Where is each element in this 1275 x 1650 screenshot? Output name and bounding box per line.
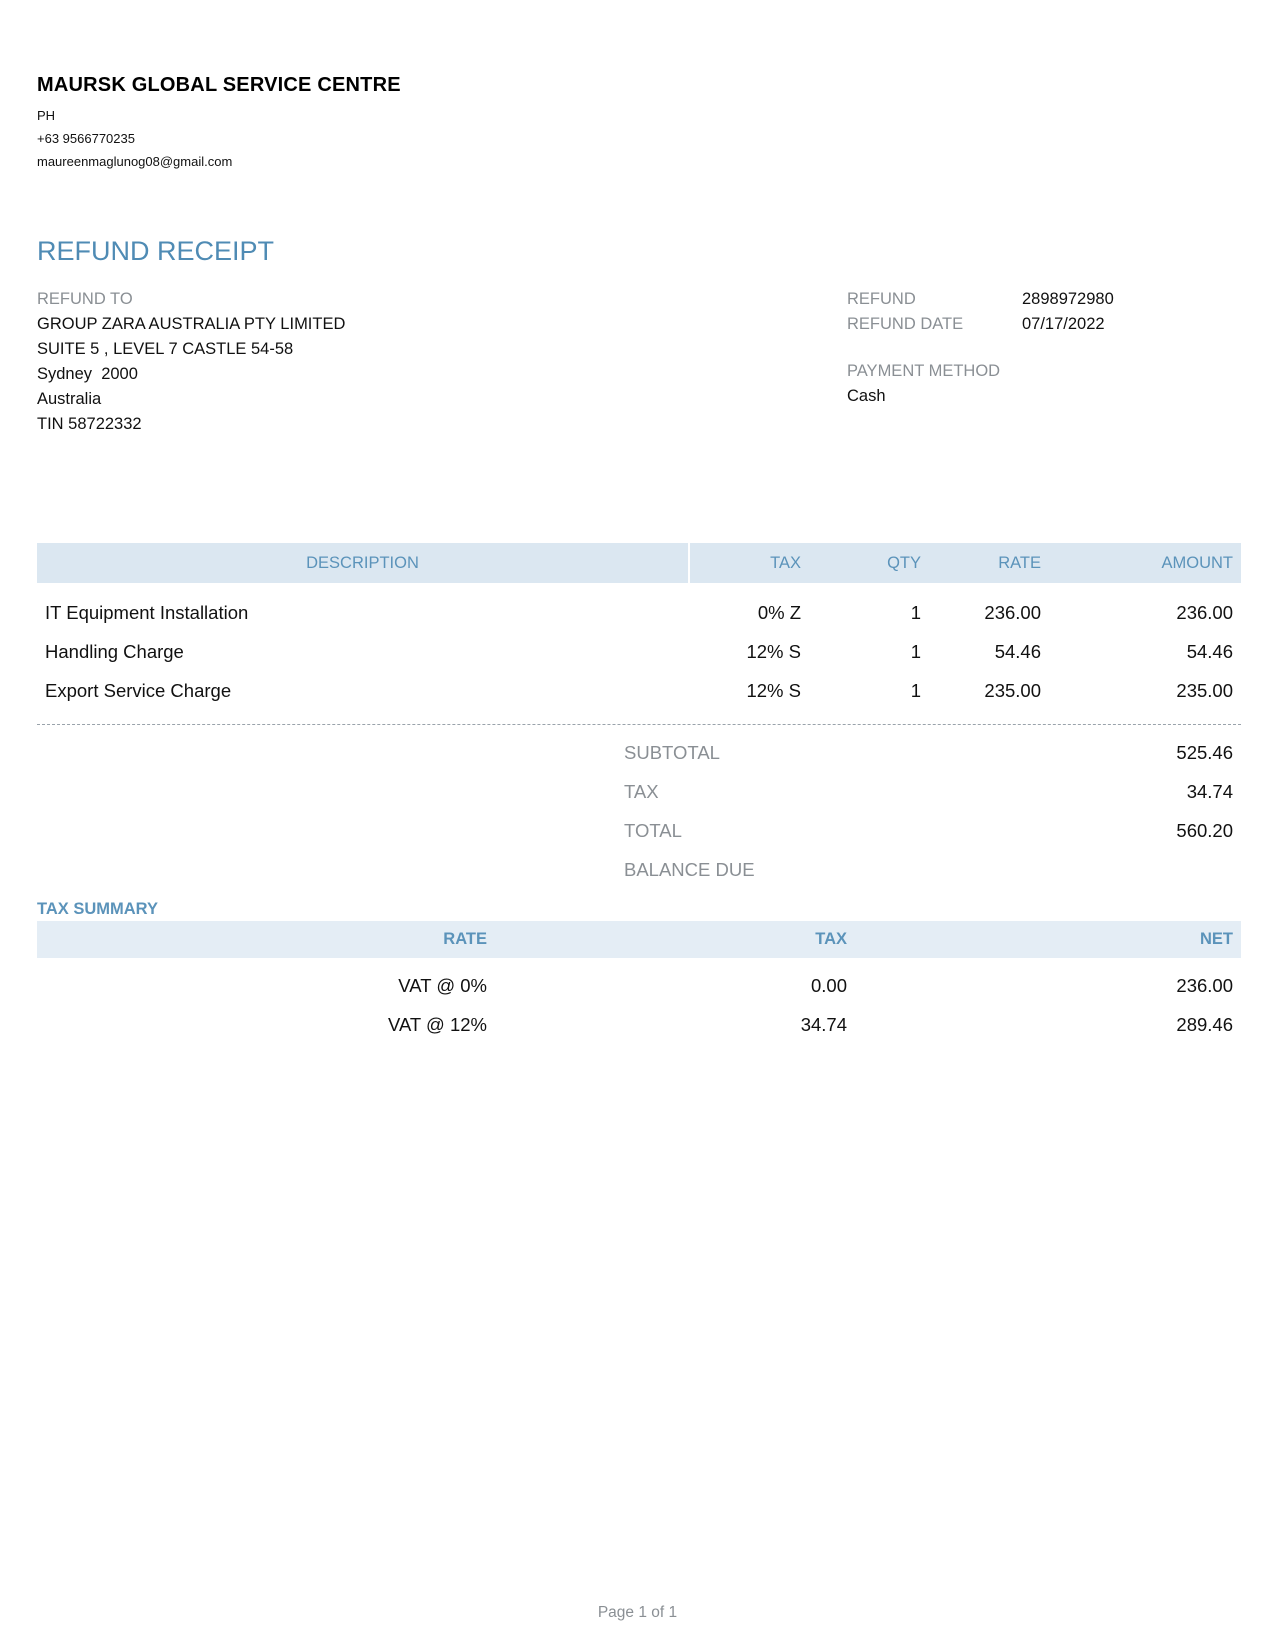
item-tax: 0% Z xyxy=(757,601,801,623)
header-rate: RATE xyxy=(998,553,1041,572)
item-tax: 12% S xyxy=(746,640,801,662)
refund-date-value: 07/17/2022 xyxy=(1022,315,1105,333)
item-rate: 236.00 xyxy=(984,601,1041,623)
total-label: TOTAL xyxy=(624,820,682,841)
tax-summary-net: 236.00 xyxy=(1176,974,1233,996)
company-name: MAURSK GLOBAL SERVICE CENTRE xyxy=(37,74,401,96)
items-divider xyxy=(37,724,1241,725)
header-tax: TAX xyxy=(770,553,801,572)
subtotal-row xyxy=(624,742,1241,781)
tax-summary-rate: VAT @ 12% xyxy=(388,1013,487,1035)
subtotal-value: 525.46 xyxy=(1176,742,1233,763)
item-rate: 235.00 xyxy=(984,679,1041,701)
tax-summary-table xyxy=(37,921,1241,1044)
refund-date-row xyxy=(847,312,1114,337)
payment-method-value: Cash xyxy=(847,387,886,405)
item-description: Export Service Charge xyxy=(45,679,232,701)
refund-to-line: Australia xyxy=(37,390,102,408)
table-row xyxy=(37,958,1241,1005)
refund-to-label: REFUND TO xyxy=(37,290,133,308)
item-qty: 1 xyxy=(910,601,921,623)
header-description: DESCRIPTION xyxy=(37,543,689,583)
item-qty: 1 xyxy=(910,679,921,701)
company-email: maureenmaglunog08@gmail.com xyxy=(37,154,233,169)
table-row xyxy=(37,583,1241,632)
item-description: Handling Charge xyxy=(45,640,184,662)
table-row xyxy=(37,671,1241,710)
line-items-header xyxy=(37,543,1241,583)
item-amount: 236.00 xyxy=(1176,601,1233,623)
company-country: PH xyxy=(37,108,56,123)
line-items-table xyxy=(37,543,1241,710)
item-rate: 54.46 xyxy=(994,640,1041,662)
subtotal-label: SUBTOTAL xyxy=(624,742,720,763)
total-row xyxy=(624,820,1241,859)
refund-meta xyxy=(847,287,1114,409)
tax-summary-tax: 34.74 xyxy=(800,1013,847,1035)
tax-total-value: 34.74 xyxy=(1186,781,1233,802)
refund-to-line: SUITE 5 , LEVEL 7 CASTLE 54-58 xyxy=(37,340,294,358)
company-phone: +63 9566770235 xyxy=(37,131,135,146)
refund-to-block xyxy=(37,287,345,437)
tax-summary-header-rate: RATE xyxy=(443,930,487,948)
total-value: 560.20 xyxy=(1176,820,1233,841)
tax-total-row xyxy=(624,781,1241,820)
payment-method xyxy=(847,359,1114,409)
refund-number-row xyxy=(847,287,1114,312)
table-row xyxy=(37,1005,1241,1044)
tax-summary-header xyxy=(37,921,1241,958)
balance-due-value xyxy=(1233,859,1241,898)
document-title: REFUND RECEIPT xyxy=(37,236,275,266)
tax-total-label: TAX xyxy=(624,781,659,802)
item-description: IT Equipment Installation xyxy=(45,601,249,623)
item-amount: 235.00 xyxy=(1176,679,1233,701)
refund-number-label: REFUND xyxy=(847,290,916,308)
item-amount: 54.46 xyxy=(1186,640,1233,662)
item-tax: 12% S xyxy=(746,679,801,701)
header-qty: QTY xyxy=(887,553,921,572)
table-row xyxy=(37,632,1241,671)
tax-summary-rate: VAT @ 0% xyxy=(398,974,487,996)
tax-summary-net: 289.46 xyxy=(1176,1013,1233,1035)
refund-number-value: 2898972980 xyxy=(1022,290,1114,308)
balance-due-label: BALANCE DUE xyxy=(624,859,755,880)
totals-block xyxy=(624,742,1241,898)
company-info xyxy=(37,74,401,173)
refund-to-line: Sydney 2000 xyxy=(37,365,138,383)
tax-summary-title: TAX SUMMARY xyxy=(37,900,158,918)
page-number: Page 1 of 1 xyxy=(597,1604,678,1621)
balance-due-row xyxy=(624,859,1241,898)
tax-summary-header-tax: TAX xyxy=(815,930,847,948)
item-qty: 1 xyxy=(910,640,921,662)
payment-method-label: PAYMENT METHOD xyxy=(847,362,1001,380)
tax-summary-header-net: NET xyxy=(1200,930,1233,948)
refund-to-line: TIN 58722332 xyxy=(37,415,142,433)
tax-summary-tax: 0.00 xyxy=(810,974,847,996)
refund-date-label: REFUND DATE xyxy=(847,315,964,333)
refund-to-line: GROUP ZARA AUSTRALIA PTY LIMITED xyxy=(37,315,346,333)
header-amount: AMOUNT xyxy=(1161,553,1233,572)
